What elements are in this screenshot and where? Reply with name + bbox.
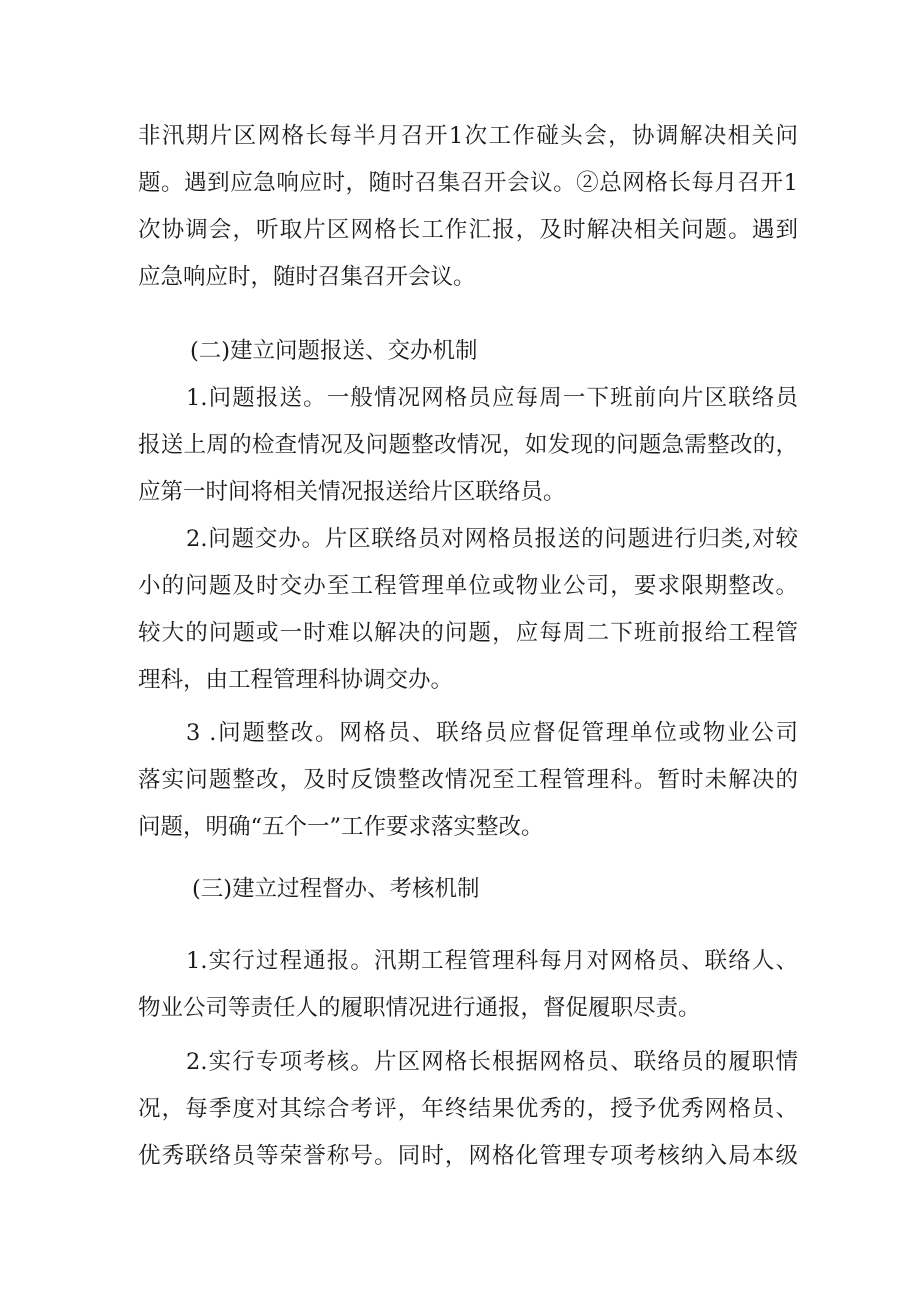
intro-line-4: 应急响应时，随时召集召开会议。 bbox=[138, 264, 476, 290]
item-2-2-line-3: 较大的问题或一时难以解决的问题，应每周二下班前报给工程管 bbox=[138, 620, 798, 646]
intro-line-1: 非汛期片区网格长每半月召开1次工作碰头会，协调解决相关问 bbox=[138, 123, 798, 149]
section-heading-2: (二)建立问题报送、交办机制 bbox=[190, 338, 478, 364]
item-2-2-line-1: 2.问题交办。片区联络员对网格员报送的问题进行归类,对较 bbox=[186, 526, 798, 552]
intro-line-2: 题。遇到应急响应时，随时召集召开会议。②总网格长每月召开1 bbox=[138, 170, 798, 196]
section-heading-3: (三)建立过程督办、考核机制 bbox=[192, 876, 480, 902]
item-3-2-line-3: 优秀联络员等荣誉称号。同时，网格化管理专项考核纳入局本级 bbox=[138, 1143, 798, 1169]
item-2-1-line-3: 应第一时间将相关情况报送给片区联络员。 bbox=[138, 479, 566, 505]
item-3-1-line-1: 1.实行过程通报。汛期工程管理科每月对网格员、联络人、 bbox=[186, 948, 798, 974]
item-2-3-line-2: 落实问题整改，及时反馈整改情况至工程管理科。暂时未解决的 bbox=[138, 767, 798, 793]
intro-line-3: 次协调会，听取片区网格长工作汇报，及时解决相关问题。遇到 bbox=[138, 217, 798, 243]
item-2-1-line-2: 报送上周的检查情况及问题整改情况，如发现的问题急需整改的， bbox=[138, 432, 798, 458]
item-2-3-line-3: 问题，明确“五个一”工作要求落实整改。 bbox=[138, 814, 544, 840]
item-2-1-line-1: 1.问题报送。一般情况网格员应每周一下班前向片区联络员 bbox=[186, 385, 798, 411]
item-2-2-line-4: 理科，由工程管理科协调交办。 bbox=[138, 667, 454, 693]
item-3-2-line-1: 2.实行专项考核。片区网格长根据网格员、联络员的履职情 bbox=[186, 1049, 798, 1075]
item-3-2-line-2: 况，每季度对其综合考评，年终结果优秀的，授予优秀网格员、 bbox=[138, 1096, 798, 1122]
item-3-1-line-2: 物业公司等责任人的履职情况进行通报，督促履职尽责。 bbox=[138, 995, 701, 1021]
item-2-3-line-1: 3 .问题整改。网格员、联络员应督促管理单位或物业公司 bbox=[186, 720, 798, 746]
item-2-2-line-2: 小的问题及时交办至工程管理单位或物业公司，要求限期整改。 bbox=[138, 573, 798, 599]
